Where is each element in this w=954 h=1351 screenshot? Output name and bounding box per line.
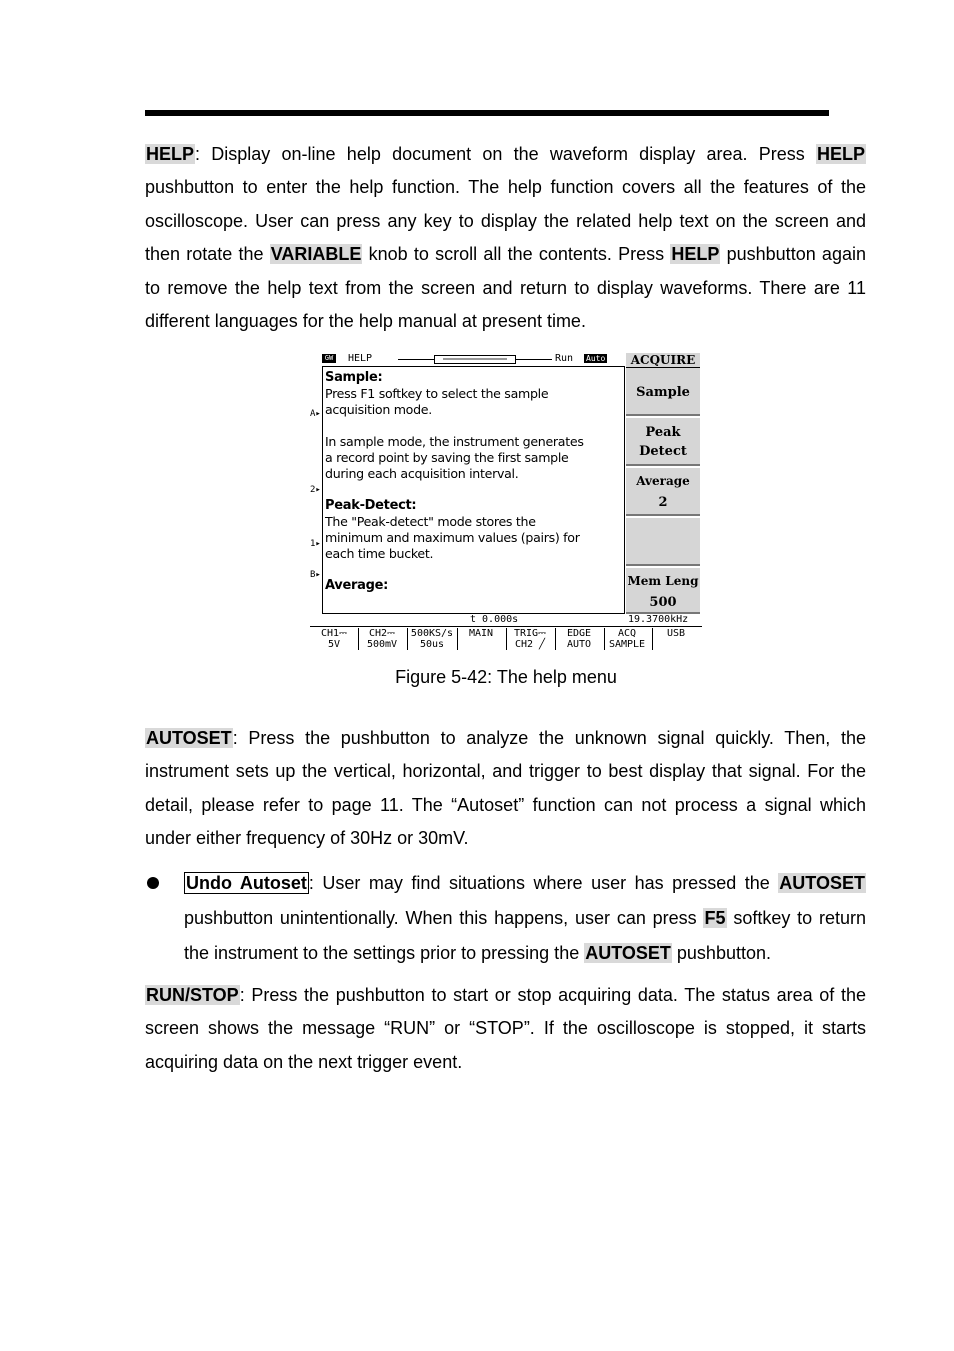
- help-line: Press F1 softkey to select the sample: [325, 386, 549, 401]
- softkey-label: Detect: [639, 444, 687, 459]
- status-ch1: [312, 628, 356, 650]
- help-line: acquisition mode.: [325, 402, 432, 417]
- help-keyword: HELP: [146, 144, 195, 164]
- text-run: knob to scroll all the contents. Press: [362, 244, 671, 265]
- help-heading: Sample:: [325, 370, 383, 385]
- marker-ch2: 2▸: [310, 485, 321, 495]
- status-bar: [310, 626, 702, 653]
- text-run: pushbutton.: [671, 943, 771, 963]
- text-run: : Display on-line help document on the waveform display area. Press: [195, 144, 816, 164]
- softkey-sample[interactable]: [626, 368, 700, 416]
- status-text: 50us: [419, 639, 445, 650]
- divider: [516, 359, 552, 360]
- help-keyword: HELP: [816, 144, 865, 164]
- status-text: ACQ: [617, 628, 637, 639]
- frequency-readout: 19.3700kHz: [628, 614, 689, 625]
- text-run: : User may find situations where user has pressed the: [308, 873, 779, 893]
- undo-autoset-keyword: Undo Autoset: [186, 873, 307, 893]
- status-acq: [604, 628, 650, 650]
- runstop-keyword: RUN/STOP: [146, 985, 239, 1005]
- status-text: CH1⎓: [320, 628, 348, 639]
- help-line: during each acquisition interval.: [325, 466, 519, 481]
- status-text: USB: [666, 628, 686, 639]
- status-text: EDGE: [566, 628, 592, 639]
- run-status: Run: [555, 353, 574, 364]
- autoset-keyword: AUTOSET: [146, 728, 232, 748]
- spacer: [325, 418, 622, 434]
- status-text: MAIN: [468, 628, 494, 639]
- softkey-label: Average: [636, 474, 690, 488]
- status-text: 500mV: [366, 639, 398, 650]
- variable-keyword: VARIABLE: [270, 244, 362, 265]
- runstop-paragraph: [145, 979, 866, 1079]
- status-edge: [556, 628, 602, 650]
- help-text-area: [322, 366, 625, 614]
- status-text: CH2 ╱: [514, 639, 546, 650]
- softkey-average[interactable]: [626, 468, 700, 516]
- softkey-label: Mem Leng: [627, 574, 699, 588]
- status-main: [458, 628, 504, 639]
- memory-bar: [434, 355, 516, 364]
- text-run: pushbutton to enter the help function. The help function covers all the features of the oscilloscope. User can press any key to display the related help text on the screen and then rotate the: [145, 177, 866, 265]
- help-line: a record point by saving the first sample: [325, 450, 569, 465]
- status-sample-rate: [408, 628, 456, 650]
- marker-b: B▸: [310, 570, 321, 580]
- help-heading: Average:: [325, 578, 388, 593]
- help-keyword: HELP: [671, 244, 720, 265]
- help-paragraph: [145, 138, 866, 338]
- softkey-label: Sample: [636, 385, 690, 400]
- figure-caption: Figure 5-42: The help menu: [395, 667, 617, 687]
- autoset-keyword: AUTOSET: [585, 943, 671, 963]
- spacer: [325, 562, 622, 578]
- screen-topbar: [310, 352, 625, 366]
- softkey-blank[interactable]: [626, 518, 700, 566]
- status-text: AUTO: [566, 639, 592, 650]
- undo-autoset-item: [184, 866, 866, 971]
- help-heading: Peak-Detect:: [325, 498, 417, 513]
- softkey-mem-leng[interactable]: [626, 568, 700, 614]
- header-rule: [145, 110, 829, 116]
- menu-title: ACQUIRE: [626, 353, 700, 368]
- gw-logo: GW: [322, 354, 336, 363]
- text-run: : Press the pushbutton to start or stop acquiring data. The status area of the screen shows the message “RUN” or “STOP”. If the oscilloscope is stopped, it starts acquiring data on the next trigger event.: [145, 985, 866, 1072]
- autoset-paragraph: [145, 722, 866, 856]
- help-line: minimum and maximum values (pairs) for: [325, 530, 580, 545]
- text-run: pushbutton unintentionally. When this happens, user can press: [184, 908, 704, 928]
- auto-badge: Auto: [586, 354, 606, 363]
- status-text: CH2⎓: [368, 628, 396, 639]
- marker-ch1: 1▸: [310, 539, 321, 549]
- softkey-peak-detect[interactable]: [626, 418, 700, 466]
- softkey-label: Peak: [645, 425, 681, 440]
- status-text: 5V: [327, 639, 341, 650]
- status-text: 500KS/s: [410, 628, 454, 639]
- status-text: SAMPLE: [608, 639, 646, 650]
- oscilloscope-screen: [310, 352, 702, 654]
- text-run: : Press the pushbutton to analyze the unknown signal quickly. Then, the instrument sets up the vertical, horizontal, and trigger to best display that signal. For the detail, please refer to page 11. The “Autoset” function can not process a signal which under either frequency of 30Hz or 30mV.: [145, 728, 866, 849]
- f5-keyword: F5: [704, 908, 726, 928]
- status-ch2: [359, 628, 405, 650]
- status-usb: [653, 628, 699, 639]
- help-line: In sample mode, the instrument generates: [325, 434, 584, 449]
- help-line: each time bucket.: [325, 546, 434, 561]
- bullet-icon: [147, 877, 159, 889]
- spacer: [325, 482, 622, 498]
- text-run: pushbutton again to remove the help text from the screen and return to display waveforms. There are 11 different languages for the help manual at present time.: [145, 244, 866, 332]
- softkey-value: 2: [658, 495, 668, 510]
- help-line: The "Peak-detect" mode stores the: [325, 514, 536, 529]
- marker-a: A▸: [310, 409, 321, 419]
- divider: [398, 359, 434, 360]
- autoset-keyword: AUTOSET: [779, 873, 865, 893]
- text-run: softkey to return the instrument to the settings prior to pressing the: [184, 908, 866, 963]
- status-trigger: [507, 628, 553, 650]
- softkey-value: 500: [649, 595, 677, 610]
- status-text: TRIG⎓: [513, 628, 547, 639]
- time-readout: t 0.000s: [470, 614, 519, 625]
- mode-label: HELP: [348, 353, 373, 364]
